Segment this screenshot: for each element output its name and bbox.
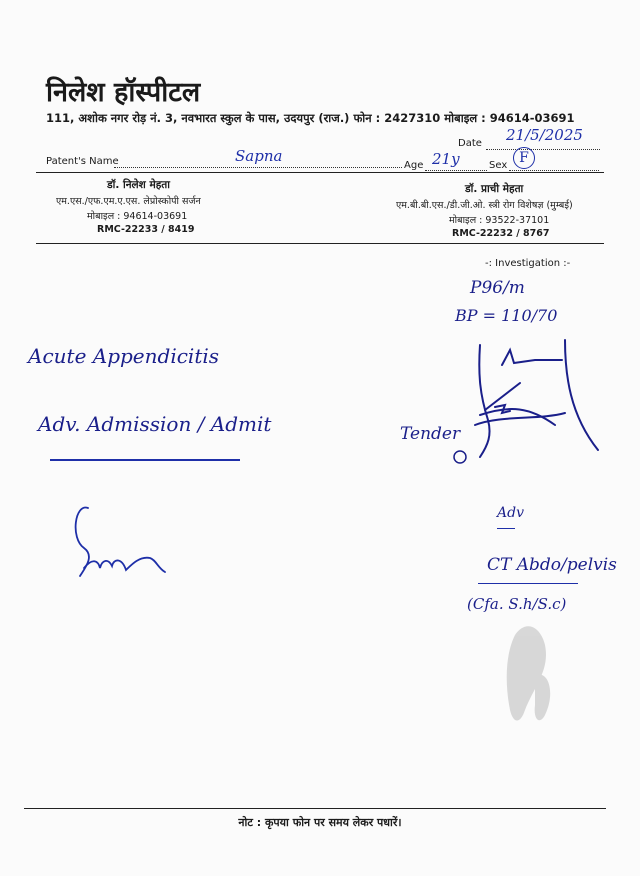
age-value: 21y [432,150,460,168]
ct-underline [478,583,578,584]
left-doctor-rmc: RMC-22233 / 8419 [97,224,195,235]
adv-right-underline [497,528,515,529]
age-line [425,170,487,171]
left-doctor-mobile: मोबाइल : 94614-03691 [87,211,188,222]
right-doctor-rmc: RMC-22232 / 8767 [452,228,550,239]
adv-right-note: Adv [497,505,524,521]
header-divider-bottom [36,243,604,244]
age-label: Age [404,160,424,171]
date-value: 21/5/2025 [506,126,583,144]
right-doctor-mobile: मोबाइल : 93522-37101 [449,215,550,226]
patient-name-label: Patent's Name [46,156,119,167]
sex-line [509,170,599,171]
investigation-label: -: Investigation :- [485,258,571,269]
right-doctor-qualification: एम.बी.बी.एस./डी.जी.ओ. स्त्री रोग विशेषज्ञ (मुम्बई) [396,200,573,211]
ct-note: CT Abdo/pelvis [487,555,617,575]
diagnosis-note: Acute Appendicitis [28,344,220,368]
advice-note: Adv. Admission / Admit [38,412,272,436]
ink-smudge [495,615,585,735]
left-doctor-name: डॉ. निलेश मेहता [107,179,171,191]
sex-label: Sex [489,160,508,171]
hospital-name: निलेश हॉस्पीटल [46,77,201,108]
ct-detail-note: (Cfa. S.h/S.c) [467,595,567,613]
exam-note: Tender [400,424,461,444]
pulse-note: P96/m [470,278,525,298]
patient-name-line [114,167,402,168]
signature-mark [70,498,190,588]
date-line [486,149,600,150]
sex-value: F [513,147,535,169]
advice-underline [50,459,240,461]
header-divider-top [36,172,604,173]
date-label: Date [458,138,482,149]
bp-note: BP = 110/70 [455,306,558,325]
patient-name-value: Sapna [235,147,283,165]
footer-divider [24,808,606,809]
hospital-address: 111, अशोक नगर रोड़ नं. 3, नवभारत स्कुल के पास, उदयपुर (राज.) फोन : 2427310 मोबाइल : 94614-03691 [46,111,575,125]
abdomen-diagram [440,335,610,465]
left-doctor-qualification: एम.एस./एफ.एम.ए.एस. लेप्रोस्कोपी सर्जन [56,196,201,207]
signature-text [80,570,82,571]
footer-note: नोट : कृपया फोन पर समय लेकर पधारें। [238,816,402,829]
right-doctor-name: डॉ. प्राची मेहता [465,183,524,195]
